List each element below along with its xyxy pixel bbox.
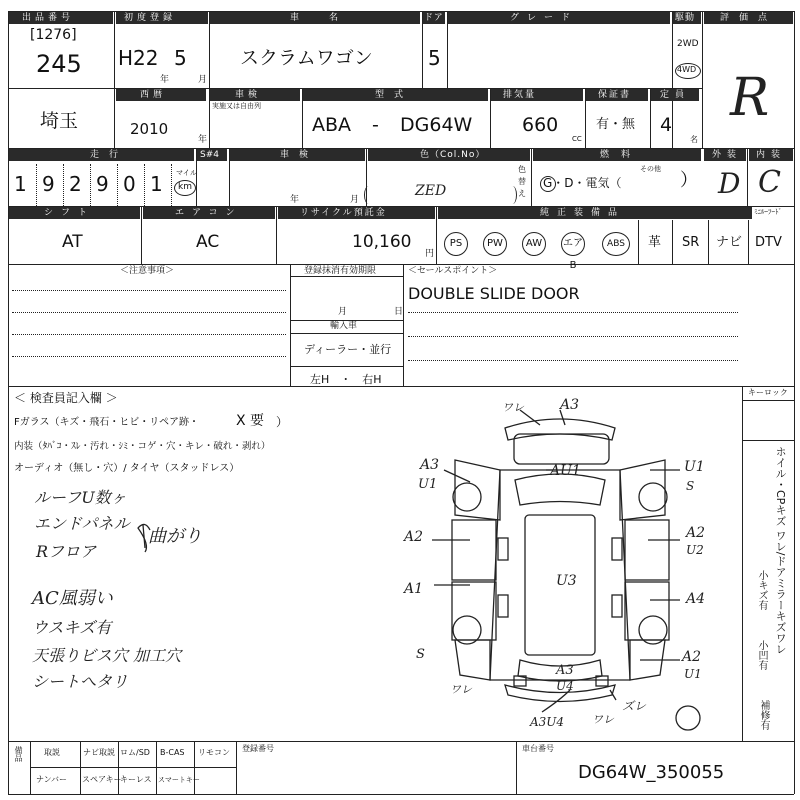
shift-label: シフト	[44, 208, 96, 218]
import-label: 輸入車	[330, 321, 358, 331]
note-ac-weak: AC風弱い	[32, 588, 113, 609]
equip-airbag: エアB	[561, 232, 585, 256]
mileage-digit: 9	[96, 172, 109, 196]
displacement-label: 排気量	[503, 90, 537, 100]
diagram-label: A3	[556, 663, 574, 678]
lot-number: 245	[36, 50, 82, 78]
footer-spare-key: スペアキー	[82, 775, 122, 784]
exterior-label: 外装	[712, 150, 743, 160]
s4-label: S#4	[200, 150, 219, 160]
drive-label: 駆動	[675, 13, 696, 23]
door-count: 5	[428, 46, 441, 70]
expiry-day-unit: 日	[394, 307, 404, 317]
mileage-digit: 1	[150, 172, 163, 196]
handle-side: 左H ・ 右H	[310, 373, 382, 386]
diagram-label: A2	[686, 525, 706, 541]
glass-line: Fガラス（キズ・飛石・ヒビ・リペア跡・	[14, 417, 200, 428]
note-end-panel: エンドパネル	[34, 514, 130, 533]
score-label: 評価点	[720, 13, 778, 23]
diagram-label: U4	[556, 679, 574, 693]
mile-label: マイル	[176, 169, 197, 177]
car-name-label: 車名	[290, 13, 369, 23]
note-ceiling-holes: 天張りビス穴 加工穴	[32, 646, 182, 665]
equip-leather: 革	[648, 235, 662, 250]
footer-navi-manual: ナビ取説	[83, 748, 115, 757]
reg-number-label: 登録番号	[242, 744, 274, 753]
lot-code: [1276]	[30, 27, 77, 43]
door-label: ドア	[424, 13, 444, 23]
model-code: DG64W	[400, 114, 473, 136]
reg-era: H22	[118, 46, 159, 70]
mileage-digit: 1	[14, 172, 27, 196]
diagram-label: ワレ	[592, 713, 614, 726]
fuel-options: G・D・電気（	[543, 176, 622, 190]
footer-rom-sd: ロム/SD	[120, 748, 150, 757]
equipment-label: 純正装備品	[540, 208, 626, 218]
glass-close: ）	[276, 415, 289, 429]
mileage-digit: 0	[123, 172, 136, 196]
interior-score: C	[758, 165, 781, 200]
car-name: スクラムワゴン	[240, 47, 373, 69]
diagram-label: AU1	[550, 463, 581, 479]
diagram-label: U1	[684, 667, 702, 681]
inspect-label: 車検	[280, 150, 319, 160]
mileage-digit: 9	[42, 172, 55, 196]
diagram-label: ワレ	[450, 683, 472, 696]
selling-point: DOUBLE SLIDE DOOR	[408, 284, 580, 303]
diagram-label: U1	[418, 477, 438, 492]
exterior-score: D	[718, 167, 741, 200]
reg-month-unit: 月	[198, 75, 208, 85]
recycle-fee: 10,160	[352, 232, 412, 252]
equip-dtv: DTV	[755, 235, 782, 250]
equip-pw: PW	[483, 232, 507, 256]
interior-line: 内装（ﾀﾊﾞｺ・ｽﾚ・汚れ・ｼﾐ・コゲ・穴・キレ・破れ・剥れ）	[14, 441, 271, 452]
score-value: R	[730, 68, 770, 128]
grade-label: グレード	[510, 13, 579, 23]
audio-tire-line: オーディオ（無し・穴）/ タイヤ（スタッドレス）	[14, 463, 240, 474]
fuel-other: その他	[640, 165, 661, 173]
key-lock-label: キーロック	[748, 388, 788, 397]
recycle-label: リサイクル預託金	[300, 208, 387, 218]
diagram-label: A3	[560, 397, 580, 413]
diagram-label: S	[686, 479, 695, 493]
registration-label: 初度登録	[124, 13, 177, 23]
notes-label: ＜注意事項＞	[120, 266, 175, 276]
color-change-2: 替	[518, 177, 526, 186]
model-dash: -	[372, 114, 379, 136]
ac-label: エアコン	[175, 208, 243, 218]
diagram-label: A2	[404, 529, 424, 545]
diagram-label: A1	[404, 581, 424, 597]
reg-month: 5	[174, 46, 187, 70]
color-change-3: え	[518, 189, 526, 198]
expiry-month-unit: 月	[338, 307, 348, 317]
small-scratch: 小キズ有	[756, 570, 767, 610]
reg-expiry-label: 登録抹消有効期限	[304, 266, 377, 276]
capacity-unit: 名	[690, 135, 698, 144]
inspect-month-unit: 月	[350, 195, 360, 205]
warranty-label: 保証書	[598, 90, 632, 100]
diagram-label: U2	[686, 543, 704, 557]
drive-2wd: 2WD	[677, 39, 699, 49]
diagram-label: ズレ	[622, 699, 647, 713]
footer-manual: 取説	[44, 748, 60, 757]
repair-mark: 補修有	[758, 700, 769, 730]
diagram-label: U1	[684, 459, 705, 475]
side-vertical-note: ホイル・CPキズ ワレ/ドアミラーキズワレ	[774, 446, 788, 655]
color-code: ZED	[415, 183, 447, 199]
color-change-1: 色	[518, 165, 526, 174]
diagram-label: A3	[420, 457, 440, 473]
glass-mark: X 要	[236, 413, 265, 429]
yen-unit: 円	[425, 249, 435, 259]
year-ad: 2010	[130, 120, 169, 138]
drive-4wd: 4WD	[677, 65, 697, 74]
chassis-label: 車台番号	[522, 744, 554, 753]
cc-unit: CC	[572, 135, 582, 143]
model-label: 型式	[375, 90, 414, 100]
color-label: 色（Col.No）	[420, 150, 486, 160]
region: 埼玉	[40, 110, 79, 132]
note-light-scratch: ウスキズ有	[32, 618, 112, 637]
equip-navi: ナビ	[716, 235, 743, 250]
note-seat-wear: シートへタリ	[32, 672, 129, 691]
mileage-label: 走行	[90, 150, 129, 160]
chassis-number: DG64W_350055	[578, 762, 725, 783]
footer-number: ナンバー	[36, 775, 68, 784]
diagram-label: A3U4	[530, 715, 565, 729]
lot-label: 出品番号	[22, 13, 75, 23]
equip-ps: PS	[444, 232, 468, 256]
diagram-label: U3	[556, 573, 577, 589]
selling-point-label: ＜セールスポイント＞	[408, 266, 498, 276]
year-ad-unit: 年	[198, 135, 208, 145]
reg-year-unit: 年	[160, 75, 170, 85]
inspection-label: 車検	[235, 90, 262, 100]
inspector-title: ＜ 検査員記入欄 ＞	[14, 391, 118, 405]
diagram-label: A4	[686, 591, 706, 607]
small-dent: 小凹有	[756, 640, 767, 670]
warranty-value: 有・無	[596, 117, 636, 132]
diagram-label: S	[416, 647, 425, 662]
equip-sr: SR	[682, 235, 700, 250]
ac: AC	[196, 232, 220, 252]
dealer-parallel: ディーラー・並行	[304, 343, 392, 356]
shift: AT	[62, 232, 83, 252]
note-roof: ルーフU数ヶ	[34, 488, 127, 507]
fuel-label: 燃料	[600, 150, 643, 160]
footer-bcas: B-CAS	[160, 748, 185, 757]
note-bent: 曲がり	[148, 526, 202, 547]
footer-remote: リモコン	[198, 748, 230, 757]
model-prefix: ABA	[312, 114, 352, 136]
note-r-floor: Rフロア	[36, 542, 97, 561]
inspect-year-unit: 年	[290, 195, 300, 205]
equip-aw: AW	[522, 232, 546, 256]
era-label: 西暦	[140, 90, 167, 100]
displacement: 660	[522, 114, 559, 136]
accessories-label: 備品	[14, 746, 23, 762]
inspection-note: 実施又は自由列	[212, 102, 261, 110]
mileage-digit: 2	[69, 172, 82, 196]
capacity: 4	[660, 114, 673, 136]
footer-keyless: キーレス	[120, 775, 152, 784]
equip-abs: ABS	[602, 232, 630, 256]
km-label: km	[178, 182, 192, 192]
diagram-label: A2	[682, 649, 702, 665]
fuel-close: ）	[680, 170, 698, 191]
diagram-label: ワレ	[502, 401, 524, 414]
interior-label: 内装	[756, 150, 787, 160]
capacity-label: 定員	[660, 90, 691, 100]
sunroof-label: ﾐﾆﾙｰﾌｰﾄﾞ	[754, 208, 782, 216]
footer-smart-key: スマートキー	[158, 776, 200, 784]
